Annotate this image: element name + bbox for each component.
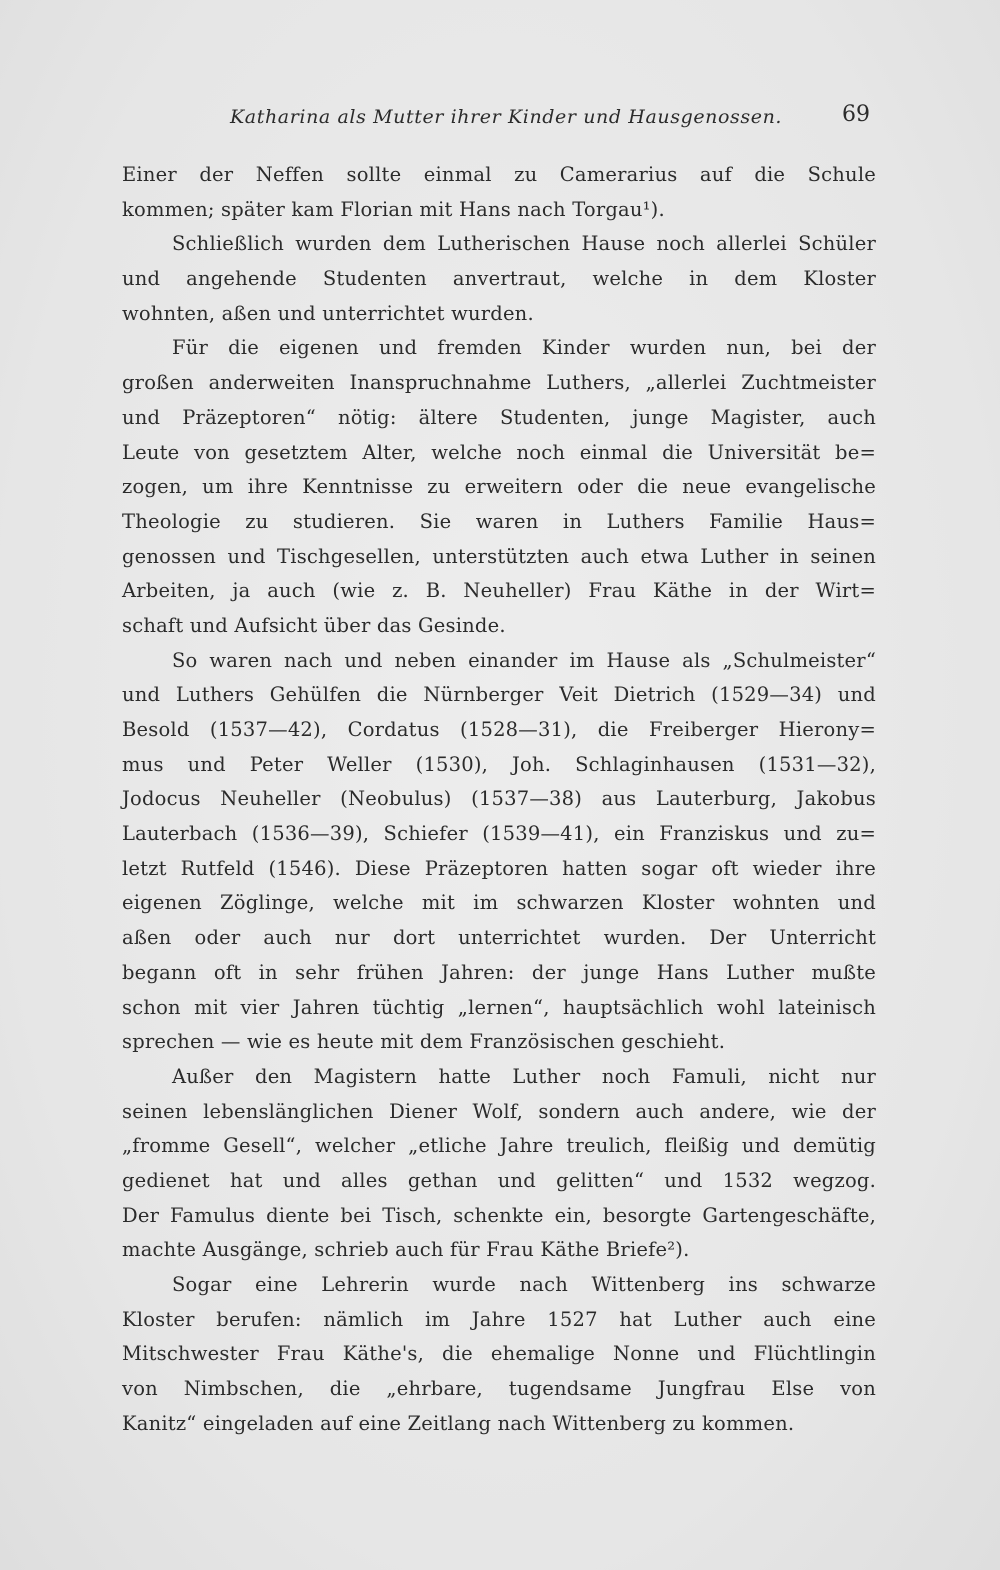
text-line: wohnten, aßen und unterrichtet wurden. xyxy=(122,301,534,325)
text-line: und Präzeptoren“ nötig: ältere Studenten, junge Magister, auch xyxy=(122,405,876,429)
text-line: großen anderweiten Inanspruchnahme Luthers, „allerlei Zuchtmeister xyxy=(122,371,876,395)
text-line: sprechen — wie es heute mit dem Französischen geschieht. xyxy=(122,1030,726,1054)
text-line: Sogar eine Lehrerin wurde nach Wittenberg ins schwarze xyxy=(172,1273,876,1296)
text-line: zogen, um ihre Kenntnisse zu erweitern oder die neue evangelische xyxy=(122,475,876,499)
text-line: Arbeiten, ja auch (wie z. B. Neuheller) Frau Käthe in der Wirt= xyxy=(122,579,876,603)
text-line: Für die eigenen und fremden Kinder wurden nun, bei der xyxy=(172,336,876,360)
text-line: Mitschwester Frau Käthe's, die ehemalige Nonne und Flüchtlingin xyxy=(122,1342,876,1366)
text-line: aßen oder auch nur dort unterrichtet wurden. Der Unterricht xyxy=(122,926,876,950)
text-line: Außer den Magistern hatte Luther noch Famuli, nicht nur xyxy=(172,1064,876,1088)
text-line: eigenen Zöglinge, welche mit im schwarzen Kloster wohnten und xyxy=(122,891,876,915)
text-line: seinen lebenslänglichen Diener Wolf, sondern auch andere, wie der xyxy=(122,1099,876,1123)
text-line: Jodocus Neuheller (Neobulus) (1537—38) aus Lauterburg, Jakobus xyxy=(122,787,876,811)
text-line: „fromme Gesell“, welcher „etliche Jahre treulich, fleißig und demütig xyxy=(122,1134,876,1158)
page-number: 69 xyxy=(842,102,870,127)
text-line: schon mit vier Jahren tüchtig „lernen“, hauptsächlich wohl lateinisch xyxy=(122,995,876,1019)
running-header xyxy=(122,102,876,136)
text-line: Kloster berufen: nämlich im Jahre 1527 hat Luther auch eine xyxy=(122,1307,876,1331)
body-text xyxy=(122,158,876,1441)
text-line: begann oft in sehr frühen Jahren: der junge Hans Luther mußte xyxy=(122,960,876,984)
text-line: kommen; später kam Florian mit Hans nach Torgau¹). xyxy=(122,197,665,221)
text-line: schaft und Aufsicht über das Gesinde. xyxy=(122,613,506,637)
text-line: machte Ausgänge, schrieb auch für Frau Käthe Briefe²). xyxy=(122,1238,690,1262)
text-line: Besold (1537—42), Cordatus (1528—31), die Freiberger Hierony= xyxy=(122,718,876,741)
text-line: Schließlich wurden dem Lutherischen Hause noch allerlei Schüler xyxy=(172,232,876,256)
text-line: mus und Peter Weller (1530), Joh. Schlaginhausen (1531—32), xyxy=(122,752,876,776)
text-line: Lauterbach (1536—39), Schiefer (1539—41), ein Franziskus und zu= xyxy=(122,822,876,846)
text-line: So waren nach und neben einander im Hause als „Schulmeister“ xyxy=(172,648,876,672)
text-line: Leute von gesetztem Alter, welche noch einmal die Universität be= xyxy=(122,440,876,464)
text-line: und Luthers Gehülfen die Nürnberger Veit Dietrich (1529—34) und xyxy=(122,683,876,707)
text-line: genossen und Tischgesellen, unterstützten auch etwa Luther in seinen xyxy=(122,544,876,568)
text-line: und angehende Studenten anvertraut, welche in dem Kloster xyxy=(122,267,876,291)
text-line: Einer der Neffen sollte einmal zu Camerarius auf die Schule xyxy=(122,163,876,186)
running-title: Katharina als Mutter ihrer Kinder und Hausgenossen. xyxy=(230,106,783,128)
text-line: letzt Rutfeld (1546). Diese Präzeptoren hatten sogar oft wieder ihre xyxy=(122,856,876,880)
text-line: Kanitz“ eingeladen auf eine Zeitlang nach Wittenberg zu kommen. xyxy=(122,1411,795,1435)
text-line: gedienet hat und alles gethan und gelitten“ und 1532 wegzog. xyxy=(122,1168,876,1192)
text-line: von Nimbschen, die „ehrbare, tugendsame Jungfrau Else von xyxy=(122,1377,876,1401)
text-line: Theologie zu studieren. Sie waren in Luthers Familie Haus= xyxy=(122,509,876,533)
text-line: Der Famulus diente bei Tisch, schenkte ein, besorgte Gartengeschäfte, xyxy=(122,1203,876,1227)
